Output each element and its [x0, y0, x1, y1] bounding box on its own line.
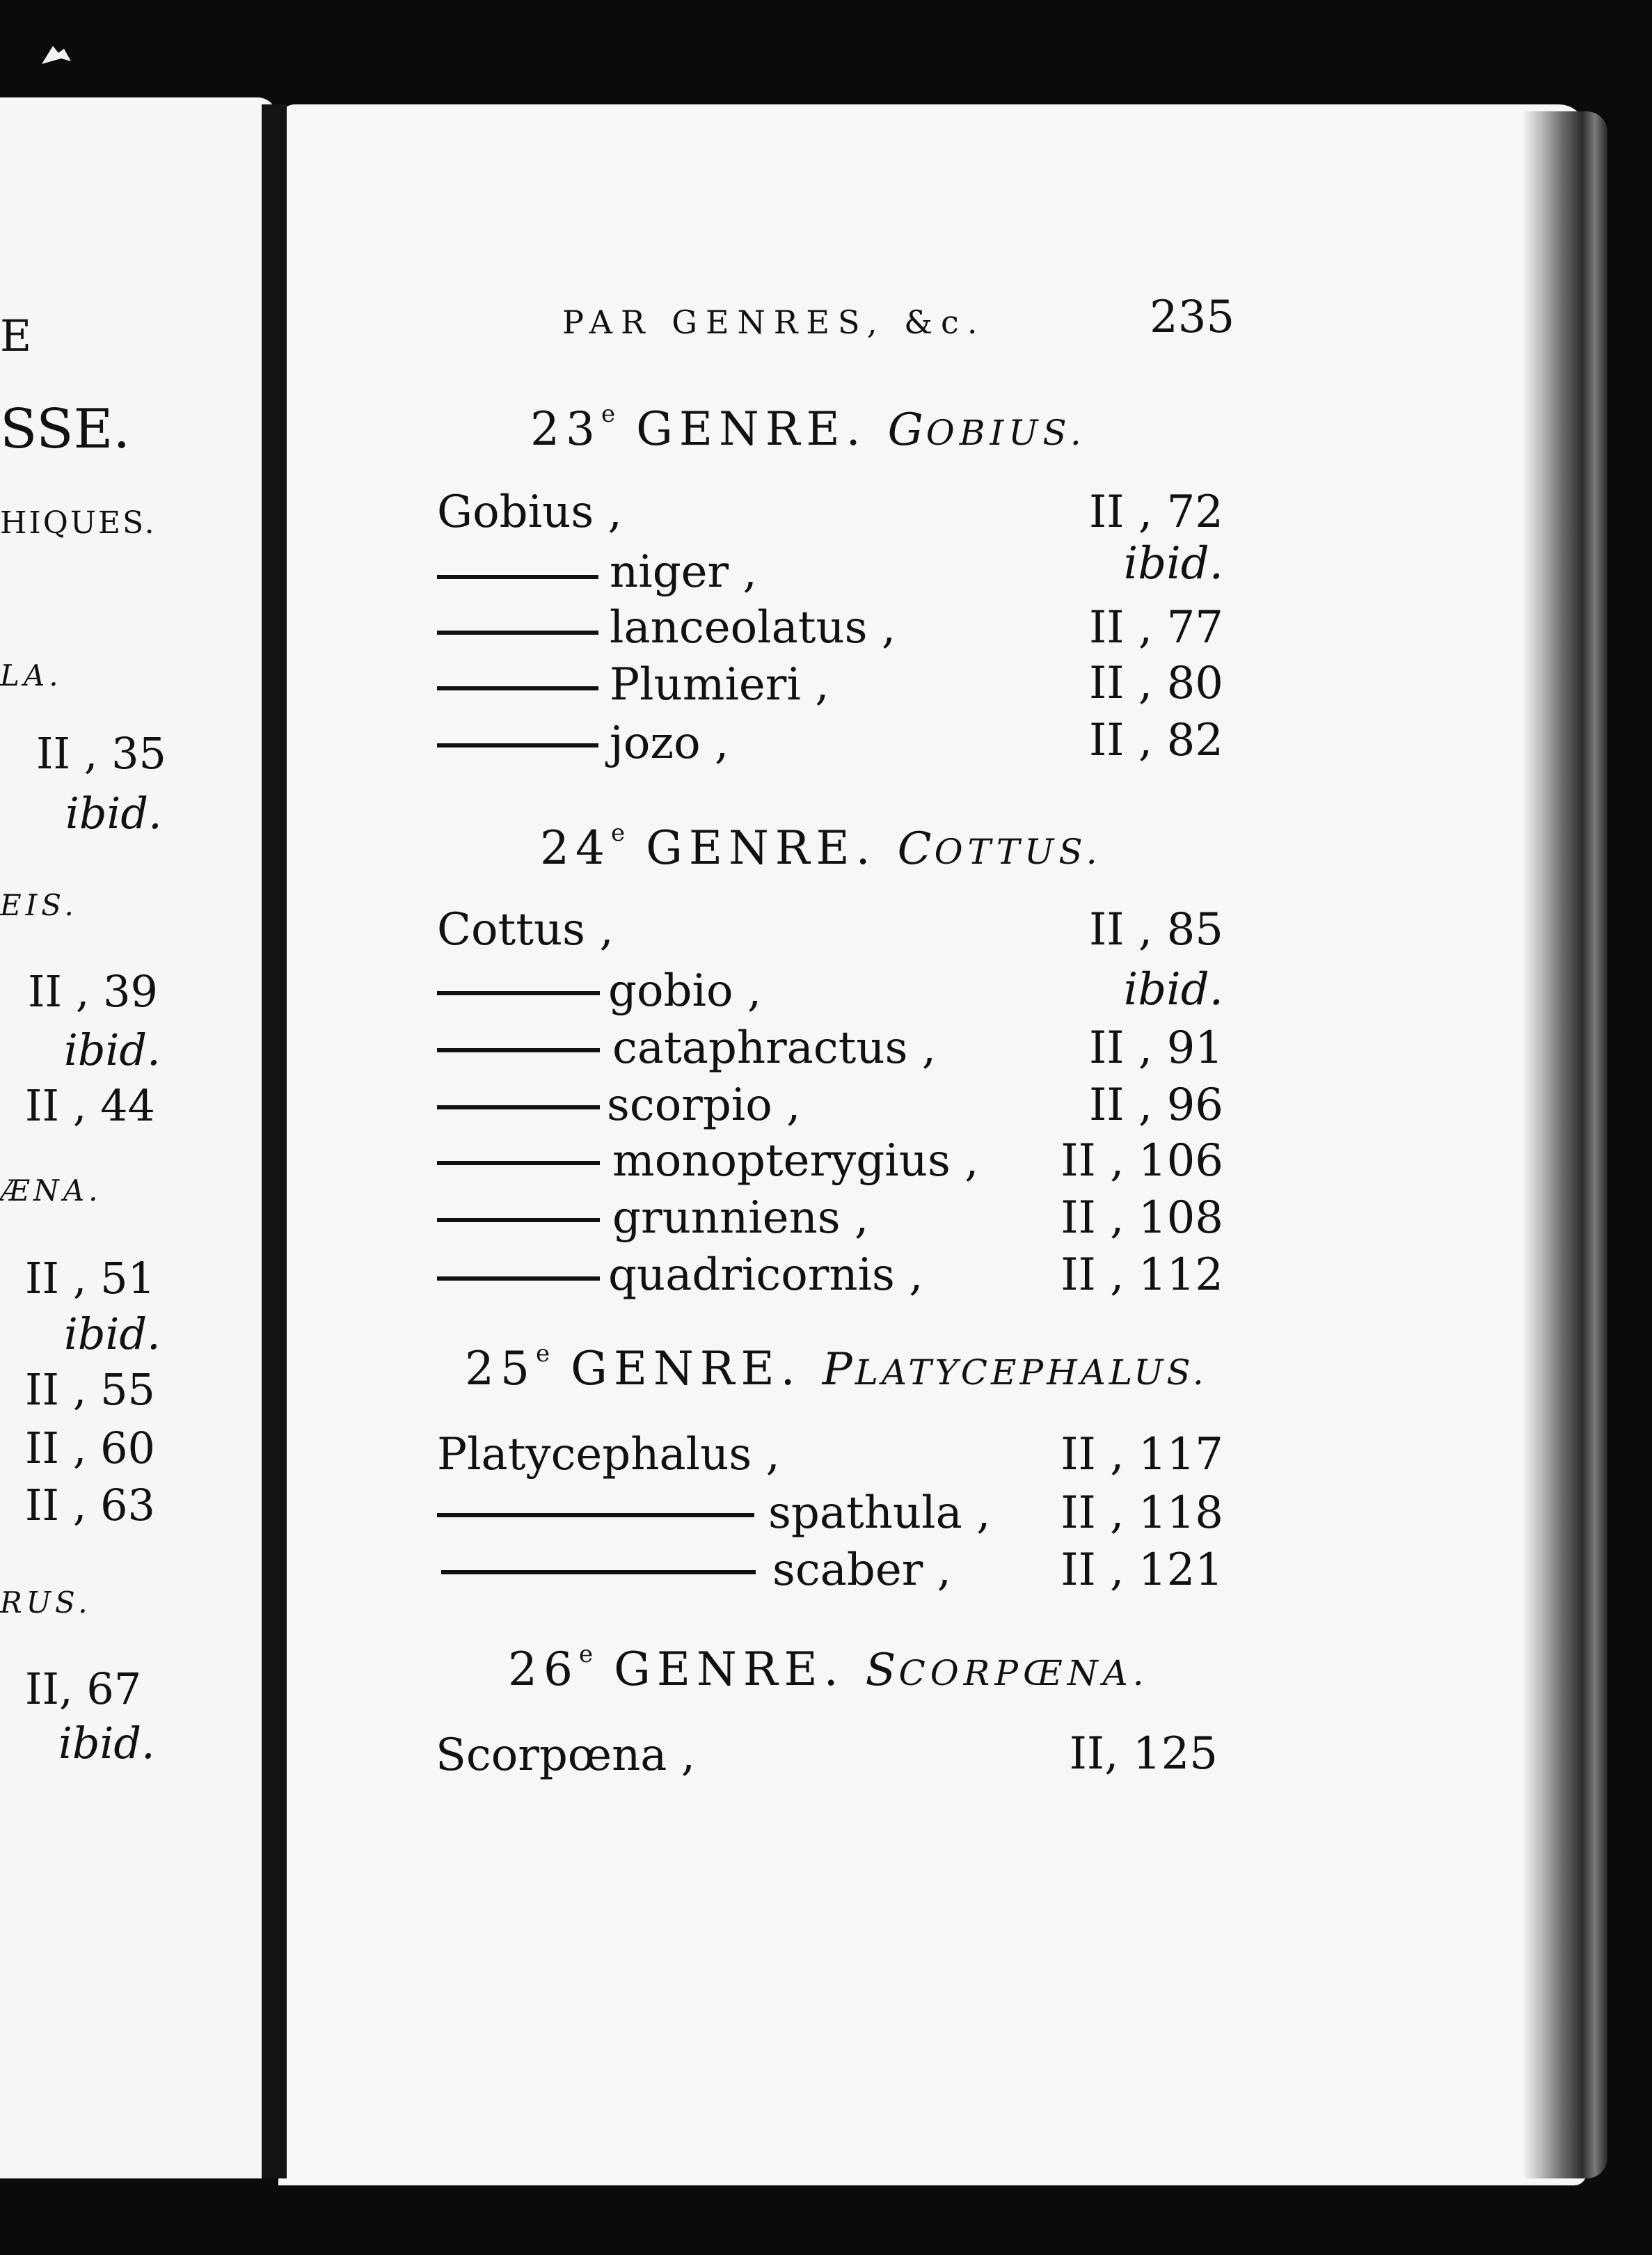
heading-ordinal: 25: [465, 1342, 536, 1395]
page-edge: [1524, 111, 1607, 2178]
entry-name: cataphractus ,: [612, 1022, 937, 1074]
entry-ref: II , 121: [1061, 1544, 1223, 1596]
left-fragment: II , 55: [25, 1364, 155, 1415]
running-head-title: PAR GENRES, &c.: [562, 303, 986, 341]
left-fragment: RUS.: [0, 1585, 92, 1620]
entry-ref: II , 108: [1061, 1192, 1223, 1244]
entry-name: Gobius ,: [437, 486, 622, 538]
heading-name-rest: LATYCEPHALUS.: [855, 1352, 1207, 1393]
heading-ordinal: 26: [508, 1643, 579, 1696]
section-heading: [540, 819, 1102, 875]
entry-name: lanceolatus ,: [610, 602, 896, 654]
entry-name: Platycephalus ,: [437, 1429, 780, 1480]
heading-name-rest: OTTUS.: [934, 832, 1102, 872]
page-number: 235: [1150, 292, 1235, 343]
heading-suffix: e: [578, 1640, 594, 1668]
entry-ref: ibid.: [1123, 964, 1223, 1015]
left-fragment: E: [0, 310, 32, 361]
entry-name: jozo ,: [610, 718, 729, 769]
left-fragment: II , 60: [25, 1423, 155, 1473]
ditto-rule: [437, 575, 598, 579]
ditto-rule: [437, 1161, 600, 1165]
entry-ref: II , 82: [1088, 715, 1223, 766]
ditto-rule: [437, 1105, 600, 1109]
ditto-rule: [441, 1570, 756, 1574]
entry-name: gobio ,: [608, 965, 762, 1017]
entry-ref: II , 77: [1088, 602, 1223, 654]
ditto-rule: [437, 631, 598, 635]
entry-ref: II , 96: [1088, 1079, 1223, 1131]
ditto-rule: [437, 686, 598, 690]
left-fragment: II, 67: [25, 1663, 142, 1714]
left-fragment: II , 35: [36, 728, 166, 779]
section-heading: [508, 1640, 1149, 1696]
left-fragment: II , 51: [25, 1253, 155, 1304]
entry-ref: II , 117: [1061, 1429, 1223, 1480]
heading-name-initial: G: [887, 404, 926, 456]
left-fragment: ibid.: [58, 1718, 155, 1769]
entry-ref: II , 106: [1061, 1135, 1223, 1187]
entry-name: scaber ,: [772, 1544, 951, 1596]
heading-suffix: e: [535, 1340, 550, 1368]
heading-genre: GENRE.: [571, 1342, 802, 1395]
ditto-rule: [437, 1276, 600, 1281]
left-fragment: SSE.: [0, 398, 131, 461]
heading-ordinal: 24: [540, 821, 611, 875]
left-fragment: EIS.: [0, 888, 78, 922]
entry-ref: II , 91: [1088, 1022, 1223, 1074]
heading-name-rest: CORPŒNA.: [898, 1653, 1149, 1693]
entry-ref: II , 72: [1088, 486, 1223, 538]
entry-name: scorpio ,: [607, 1079, 801, 1131]
ditto-rule: [437, 1513, 754, 1517]
entry-name: Cottus ,: [437, 904, 614, 956]
entry-name: niger ,: [610, 546, 757, 598]
ditto-rule: [437, 1218, 600, 1222]
entry-ref: II, 125: [1069, 1728, 1218, 1780]
heading-name-initial: C: [897, 823, 935, 875]
heading-suffix: e: [610, 819, 626, 847]
entry-ref: II , 112: [1061, 1249, 1223, 1301]
ditto-rule: [437, 991, 600, 995]
entry-name: quadricornis ,: [608, 1249, 923, 1301]
entry-name: grunniens ,: [612, 1192, 869, 1244]
entry-ref: II , 118: [1061, 1487, 1223, 1539]
section-heading: [530, 400, 1086, 456]
left-fragment: LA.: [0, 658, 63, 693]
book-gutter: [262, 104, 287, 2178]
entry-ref: II , 85: [1088, 904, 1223, 956]
heading-genre: GENRE.: [646, 821, 877, 875]
heading-genre: GENRE.: [614, 1643, 845, 1696]
ditto-rule: [437, 743, 598, 747]
left-fragment: ibid.: [65, 788, 162, 839]
corner-mark-icon: [40, 43, 72, 67]
heading-ordinal: 23: [530, 402, 601, 456]
left-fragment: ibid.: [64, 1308, 161, 1359]
entry-name: Plumieri ,: [610, 659, 829, 711]
section-heading: [465, 1340, 1207, 1395]
heading-name-initial: P: [822, 1344, 855, 1395]
left-fragment: II , 44: [25, 1080, 155, 1131]
entry-ref: ibid.: [1123, 538, 1223, 590]
ditto-rule: [437, 1048, 600, 1052]
entry-name: monopterygius ,: [612, 1135, 979, 1187]
entry-name: spathula ,: [768, 1487, 991, 1539]
heading-name-rest: OBIUS.: [926, 413, 1086, 453]
entry-name: Scorpœna ,: [436, 1730, 696, 1781]
left-fragment: II , 63: [25, 1480, 155, 1530]
heading-name-initial: S: [865, 1645, 899, 1696]
entry-ref: II , 80: [1088, 658, 1223, 709]
heading-suffix: e: [601, 400, 616, 428]
left-fragment: ÆNA.: [0, 1173, 102, 1208]
left-fragment: HIQUES.: [0, 505, 157, 541]
left-fragment: II , 39: [28, 966, 158, 1017]
heading-genre: GENRE.: [636, 402, 867, 456]
left-fragment: ibid.: [64, 1024, 161, 1075]
